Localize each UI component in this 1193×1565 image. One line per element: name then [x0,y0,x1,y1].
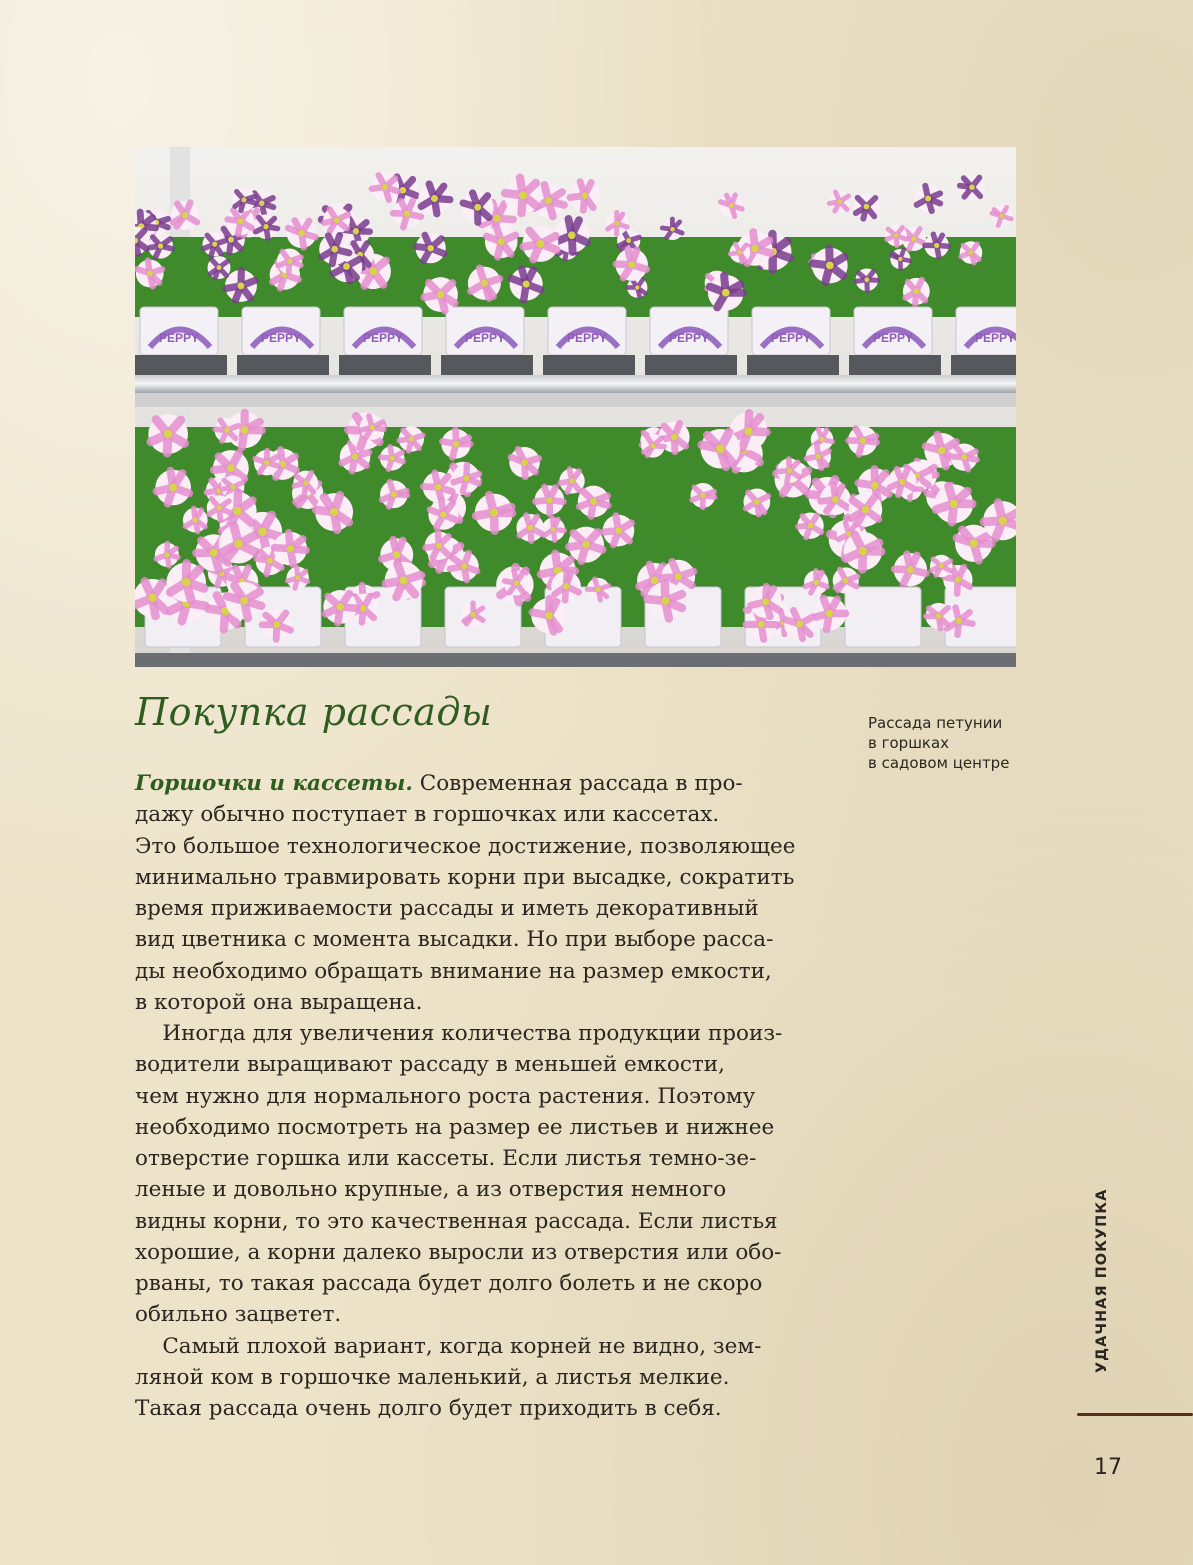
lower-shelf [135,412,1016,647]
body-line: Это большое технологическое достижение, позволяющее [135,833,796,859]
body-line: отверстие горшка или кассеты. Если листья темно-зе- [135,1146,757,1171]
svg-text:PEPPY: PEPPY [260,331,302,345]
body-text [135,768,835,1424]
svg-text:PEPPY: PEPPY [158,331,200,345]
svg-text:PEPPY: PEPPY [872,331,914,345]
svg-text:PEPPY: PEPPY [362,331,404,345]
body-line: дажу обычно поступает в горшочках или кассетах. [135,802,720,828]
body-line: Иногда для увеличения количества продукции произ- [135,1021,783,1046]
body-line: ляной ком в горшочке маленький, а листья мелкие. [135,1364,730,1390]
body-line: водители выращивают рассаду в меньшей емкости, [135,1052,725,1078]
svg-text:PEPPY: PEPPY [566,331,608,345]
body-line: хорошие, а корни далеко выросли из отверстия или обо- [135,1239,782,1265]
body-line: видны корни, то это качественная рассада. Если листья [135,1208,778,1234]
svg-text:PEPPY: PEPPY [770,331,812,345]
body-line: леные и довольно крупные, а из отверстия немного [135,1177,727,1203]
photo-caption [868,713,1028,773]
svg-text:PEPPY: PEPPY [668,331,710,345]
side-rule [1077,1413,1193,1416]
caption-line: Рассада петунии [868,714,1003,732]
caption-line: в горшках [868,734,950,752]
body-line: минимально травмировать корни при высадке, сократить [135,864,795,890]
caption-line: в садовом центре [868,754,1010,772]
body-line: чем нужно для нормального роста растения. Поэтому [135,1083,756,1109]
body-line: необходимо посмотреть на размер ее листьев и нижнее [135,1114,775,1140]
svg-text:PEPPY: PEPPY [464,331,506,345]
lead-phrase: Горшочки и кассеты. [135,771,413,796]
body-line: в которой она выращена. [135,989,423,1015]
petunia-photo [135,147,1016,667]
body-line: вид цветника с момента высадки. Но при выборе расса- [135,927,774,953]
svg-text:PEPPY: PEPPY [974,331,1016,345]
body-line: рваны, то такая рассада будет долго болеть и не скоро [135,1271,763,1296]
body-line: Самый плохой вариант, когда корней не видно, зем- [135,1333,762,1359]
body-line: Горшочки и кассеты. Современная рассада в про- [135,771,743,796]
shelf-bar [135,375,1016,393]
body-line: Такая рассада очень долго будет приходить в себя. [135,1396,722,1421]
body-line: ды необходимо обращать внимание на размер емкости, [135,958,772,984]
page-number: 17 [1094,1455,1122,1480]
body-line: обильно зацветет. [135,1302,342,1328]
chapter-side-label: УДАЧНАЯ ПОКУПКА [1094,1188,1110,1373]
section-heading: Покупка рассады [135,690,493,734]
body-line: время приживаемости рассады и иметь декоративный [135,896,759,921]
